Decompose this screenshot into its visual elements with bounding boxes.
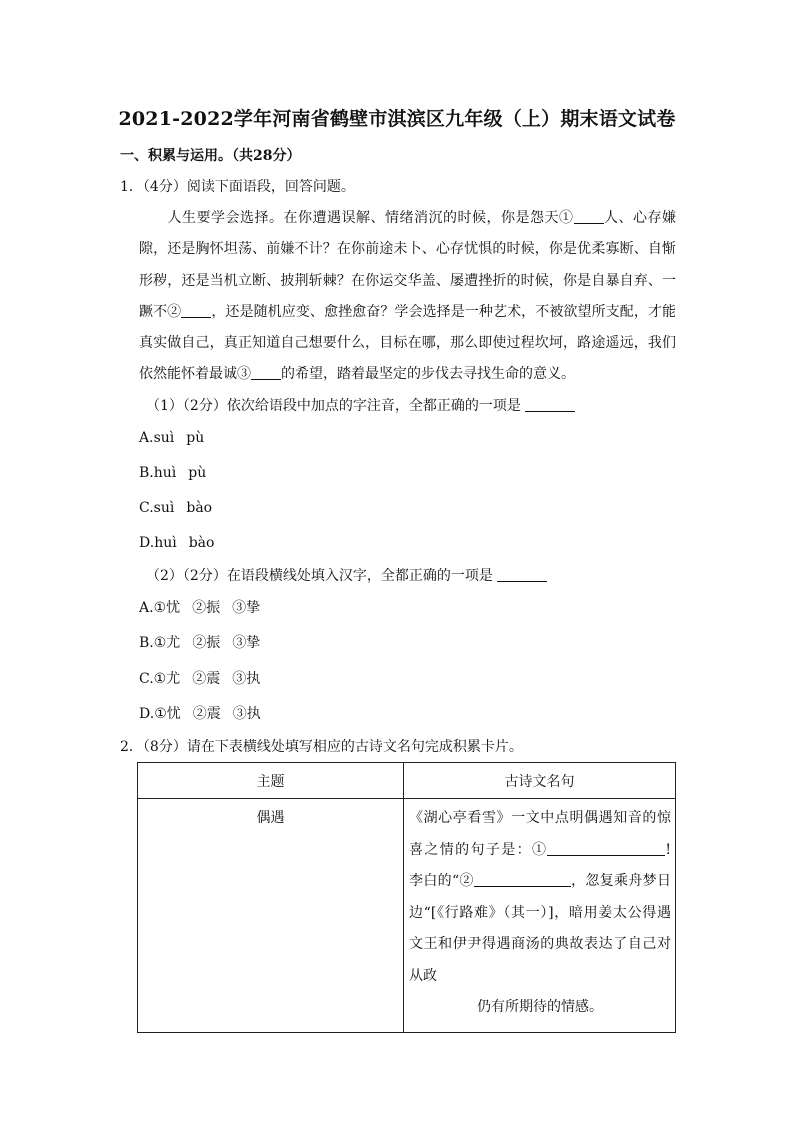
- blank-2[interactable]: [181, 303, 211, 318]
- option-a[interactable]: A.suì pù: [139, 430, 205, 446]
- sub-question-2-stem: [146, 566, 547, 586]
- option-c[interactable]: C.suì bào: [139, 500, 213, 516]
- passage-part-1: 人生要学会选择。在你遭遇误解、情绪消沉的时候，你是怨天①: [167, 210, 574, 226]
- poem-blank-1[interactable]: [547, 841, 665, 856]
- option-d[interactable]: D.①忧 ②震 ③执: [139, 706, 261, 722]
- option-b[interactable]: B.huì pù: [139, 465, 207, 481]
- option-a[interactable]: A.①忧 ②振 ③挚: [139, 600, 261, 616]
- poem-blank-2[interactable]: [474, 872, 571, 887]
- option-b[interactable]: B.①尤 ②振 ③挚: [139, 635, 261, 651]
- table-header-quote: 古诗文名句: [404, 763, 676, 799]
- passage-part-2: 人、心存嫌隙，还是胸怀坦荡、前嫌不计？在你前途未卜、心存忧惧的时候，你是优柔寡断、自惭形秽，还是当机立断、披荆斩棘？在你运交华盖、屡遭挫折的时候，你是自暴自弃、一蹶不②: [139, 210, 676, 320]
- option-d[interactable]: D.huì bào: [139, 535, 215, 551]
- question-1-stem: 1．（4分）阅读下面语段，回答问题。: [120, 179, 355, 195]
- blank-1[interactable]: [574, 209, 604, 224]
- table-cell-quote: 《湖心亭看雪》一文中点明偶遇知音的惊喜之情的句子是：① !李白的“② ，忽复乘舟梦日边“[《行路难》（其一）]，暗用姜太公得遇文王和伊尹得遇商汤的典故表达了自己对从政 仍有所期待的情感。: [404, 799, 676, 1033]
- table-cell-theme: 偶遇: [138, 799, 404, 1033]
- question-2-stem: 2．（8分）请在下表横线处填写相应的古诗文名句完成积累卡片。: [120, 739, 523, 755]
- sub-question-1-text: （1）（2分）依次给语段中加点的字注音，全都正确的一项是: [146, 398, 521, 414]
- answer-blank-sub1[interactable]: [525, 397, 575, 412]
- page-title: 2021-2022学年河南省鹤壁市淇滨区九年级（上）期末语文试卷: [118, 108, 676, 130]
- sub-question-2-text: （2）（2分）在语段横线处填入汉字，全都正确的一项是: [146, 568, 493, 584]
- sub-question-1-stem: [146, 396, 575, 416]
- answer-blank-sub2[interactable]: [497, 567, 547, 582]
- blank-3[interactable]: [251, 365, 281, 380]
- passage-part-4: 的希望，踏着最坚定的步伐去寻找生命的意义。: [281, 366, 575, 383]
- table-header-theme: 主题: [138, 763, 404, 799]
- reading-passage: [139, 203, 676, 391]
- section-heading: 一、积累与运用。（共28分）: [120, 148, 301, 164]
- passage-part-3: ，还是随机应变、愈挫愈奋？学会选择是一种艺术，不被欲望所支配，才能真实做自己，真正知道自己想要什么，目标在哪，那么即使过程坎坷，路途遥远，我们依然能怀着最诚③: [139, 303, 676, 383]
- option-c[interactable]: C.①尤 ②震 ③执: [139, 671, 261, 687]
- accumulation-card-table: [137, 762, 676, 1033]
